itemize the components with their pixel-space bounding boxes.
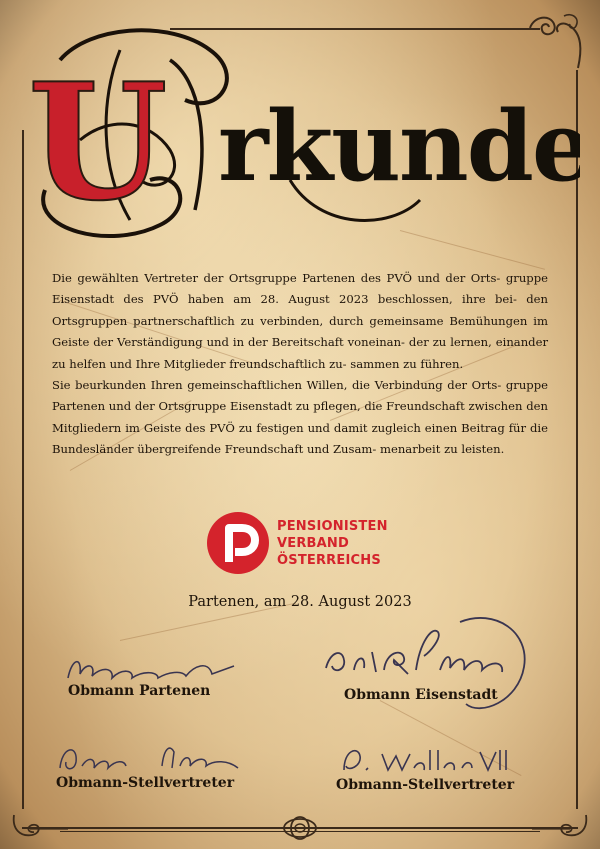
signature-label-obmann-eisenstadt: Obmann Eisenstadt [344, 687, 498, 703]
body-paragraph-1 [52, 268, 548, 375]
certificate-body [52, 268, 548, 461]
signature-obmann-stellvertreter-left [52, 738, 252, 778]
body-line: einen Beitrag für die Bundesländer übergreifende Freundschaft und Zusam- [52, 420, 549, 457]
body-line: Bemühungen im Geiste der Verständigung und in der Bereitschaft voneinan- [52, 313, 548, 350]
body-line: der zu lernen, einander zu helfen und Ihre Mitglieder freundschaftlich zu- [52, 335, 548, 371]
title-rest-letters: rkunde [218, 90, 580, 203]
body-paragraph-2 [52, 375, 548, 461]
body-line: menarbeit zu leisten. [379, 442, 505, 457]
signature-label-obmann-partenen: Obmann Partenen [68, 683, 211, 699]
signature-obmann-stellvertreter-right [338, 740, 508, 780]
certificate-title [20, 20, 580, 250]
logo-line-1: PENSIONISTEN [277, 519, 388, 534]
pvo-logo [207, 512, 407, 578]
celtic-knot-ornament-icon [279, 815, 321, 841]
body-line: sammen zu führen. [350, 356, 464, 371]
corner-scroll-ornament-icon [530, 811, 590, 841]
corner-scroll-ornament-icon [10, 811, 70, 841]
body-line: gruppe Eisenstadt des PVÖ haben am 28. August 2023 beschlossen, ihre bei- [52, 271, 548, 307]
signature-label-obmann-stellvertreter-left: Obmann-Stellvertreter [56, 775, 235, 791]
body-line: den Ortsgruppen partnerschaftlich zu verbinden, durch gemeinsame [52, 292, 548, 328]
logo-line-2: VERBAND [277, 536, 349, 551]
body-line: Die gewählten Vertreter der Ortsgruppe Partenen des PVÖ und der Orts- [52, 271, 501, 285]
pvo-logo-circle-icon [207, 512, 269, 574]
body-line: Sie beurkunden Ihren gemeinschaftlichen Willen, die Verbindung der Orts- [52, 378, 502, 393]
logo-line-3: ÖSTERREICHS [277, 553, 381, 568]
title-initial-letter: U [28, 48, 168, 236]
place-and-date: Partenen, am 28. August 2023 [188, 594, 412, 610]
signature-label-obmann-stellvertreter-right: Obmann-Stellvertreter [336, 777, 515, 793]
body-line: gruppe Partenen und der Ortsgruppe Eisenstadt zu pflegen, die Freundschaft [52, 378, 548, 414]
signature-obmann-eisenstadt [320, 612, 540, 722]
signature-obmann-partenen [62, 648, 242, 688]
pvo-logo-wordmark [277, 518, 388, 569]
body-line: zwischen den Mitgliedern im Geiste des PVÖ zu festigen und damit zugleich [52, 399, 548, 435]
